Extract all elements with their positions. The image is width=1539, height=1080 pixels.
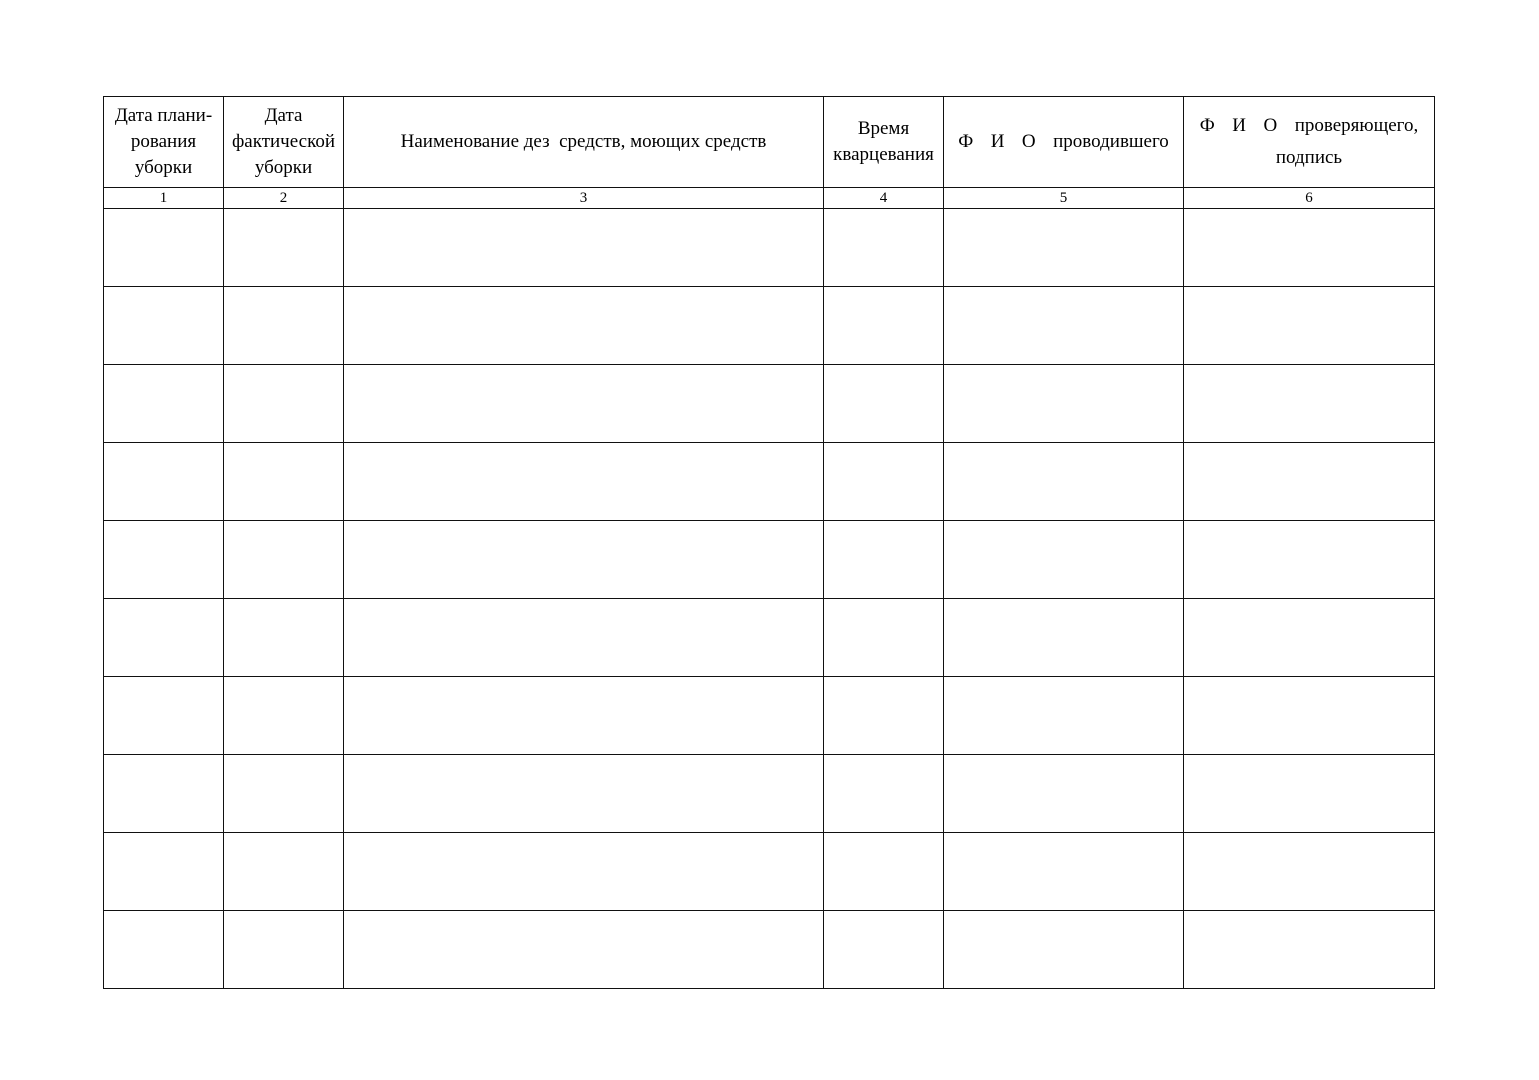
- table-cell[interactable]: [104, 287, 224, 365]
- table-cell[interactable]: [824, 833, 944, 911]
- table-cell[interactable]: [224, 677, 344, 755]
- table-cell[interactable]: [104, 599, 224, 677]
- table-cell[interactable]: [224, 443, 344, 521]
- table-cell[interactable]: [824, 755, 944, 833]
- column-number: 1: [104, 188, 224, 209]
- table-row: [104, 911, 1435, 989]
- table-cell[interactable]: [1184, 911, 1435, 989]
- header-actual-cleaning-date: Дата фактической уборки: [224, 97, 344, 188]
- table-cell[interactable]: [104, 209, 224, 287]
- table-cell[interactable]: [944, 365, 1184, 443]
- header-disinfectant-name: Наименование дез средств, моющих средств: [344, 97, 824, 188]
- table-cell[interactable]: [104, 677, 224, 755]
- header-planned-cleaning-date: Дата плани- рования уборки: [104, 97, 224, 188]
- table-cell[interactable]: [104, 443, 224, 521]
- column-number: 2: [224, 188, 344, 209]
- cleaning-journal-table: [103, 96, 1435, 989]
- header-quartz-treatment-time: Время кварцевания: [824, 97, 944, 188]
- table-cell[interactable]: [944, 287, 1184, 365]
- table-cell[interactable]: [824, 209, 944, 287]
- table-cell[interactable]: [104, 755, 224, 833]
- table-cell[interactable]: [944, 209, 1184, 287]
- table-cell[interactable]: [1184, 443, 1435, 521]
- table-cell[interactable]: [1184, 365, 1435, 443]
- header-inspector-name-signature: Ф И О проверяющего, подпись: [1184, 97, 1435, 188]
- table-cell[interactable]: [104, 911, 224, 989]
- table-cell[interactable]: [104, 521, 224, 599]
- table-cell[interactable]: [1184, 599, 1435, 677]
- table-cell[interactable]: [344, 833, 824, 911]
- table-cell[interactable]: [824, 365, 944, 443]
- table-cell[interactable]: [944, 911, 1184, 989]
- table-cell[interactable]: [824, 287, 944, 365]
- table-cell[interactable]: [344, 599, 824, 677]
- table-cell[interactable]: [224, 209, 344, 287]
- table-cell[interactable]: [344, 443, 824, 521]
- header-row: [104, 97, 1435, 188]
- table-cell[interactable]: [1184, 209, 1435, 287]
- table-cell[interactable]: [1184, 287, 1435, 365]
- table-cell[interactable]: [1184, 833, 1435, 911]
- table-cell[interactable]: [224, 365, 344, 443]
- table-cell[interactable]: [824, 521, 944, 599]
- journal-sheet: [103, 96, 1434, 989]
- column-number-row: [104, 188, 1435, 209]
- table-cell[interactable]: [944, 677, 1184, 755]
- table-cell[interactable]: [224, 911, 344, 989]
- table-row: [104, 755, 1435, 833]
- table-row: [104, 287, 1435, 365]
- table-cell[interactable]: [944, 599, 1184, 677]
- table-cell[interactable]: [944, 755, 1184, 833]
- table-cell[interactable]: [344, 677, 824, 755]
- column-number: 5: [944, 188, 1184, 209]
- table-cell[interactable]: [224, 755, 344, 833]
- table-row: [104, 365, 1435, 443]
- table-row: [104, 833, 1435, 911]
- table-row: [104, 677, 1435, 755]
- table-cell[interactable]: [1184, 677, 1435, 755]
- table-cell[interactable]: [944, 443, 1184, 521]
- table-cell[interactable]: [224, 521, 344, 599]
- column-number: 3: [344, 188, 824, 209]
- table-cell[interactable]: [824, 911, 944, 989]
- table-cell[interactable]: [824, 677, 944, 755]
- table-cell[interactable]: [1184, 755, 1435, 833]
- table-cell[interactable]: [344, 521, 824, 599]
- table-cell[interactable]: [224, 599, 344, 677]
- table-cell[interactable]: [344, 911, 824, 989]
- column-number: 6: [1184, 188, 1435, 209]
- table-cell[interactable]: [824, 599, 944, 677]
- table-cell[interactable]: [824, 443, 944, 521]
- table-row: [104, 209, 1435, 287]
- table-row: [104, 521, 1435, 599]
- table-cell[interactable]: [344, 209, 824, 287]
- table-cell[interactable]: [944, 833, 1184, 911]
- table-cell[interactable]: [1184, 521, 1435, 599]
- table-row: [104, 443, 1435, 521]
- table-cell[interactable]: [104, 833, 224, 911]
- table-cell[interactable]: [344, 755, 824, 833]
- table-cell[interactable]: [344, 365, 824, 443]
- column-number: 4: [824, 188, 944, 209]
- header-performer-name: Ф И О проводившего: [944, 97, 1184, 188]
- table-cell[interactable]: [224, 287, 344, 365]
- table-cell[interactable]: [944, 521, 1184, 599]
- table-row: [104, 599, 1435, 677]
- table-cell[interactable]: [104, 365, 224, 443]
- table-cell[interactable]: [344, 287, 824, 365]
- table-cell[interactable]: [224, 833, 344, 911]
